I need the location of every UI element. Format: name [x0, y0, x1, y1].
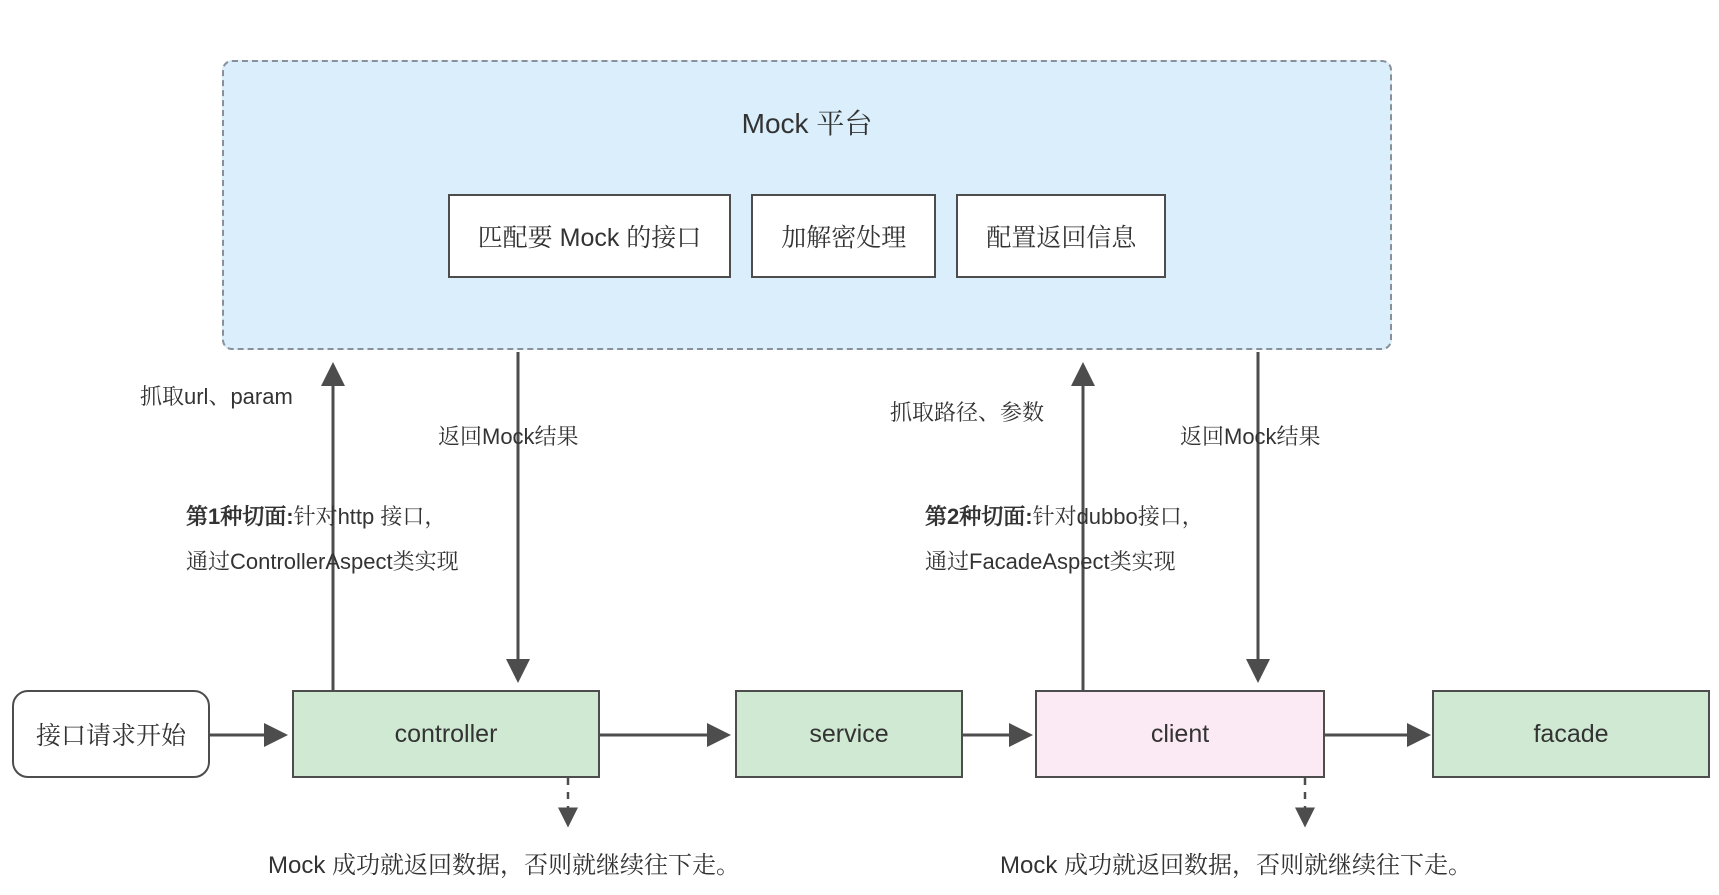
aspect-note-1-title	[186, 500, 459, 533]
feature-box-configure-response[interactable]: 配置返回信息	[956, 194, 1166, 278]
edge-label-capture-http: 抓取url、param	[140, 384, 293, 409]
mock-platform-container	[222, 60, 1392, 350]
aspect-note-1-subtitle: 通过ControllerAspect类实现	[186, 549, 459, 574]
aspect-note-2-rest: 针对dubbo接口，	[1032, 504, 1204, 529]
node-request-start[interactable]: 接口请求开始	[12, 690, 210, 778]
aspect-note-2-subtitle: 通过FacadeAspect类实现	[925, 549, 1176, 574]
node-client[interactable]: client	[1035, 690, 1325, 778]
edge-label-capture-dubbo: 抓取路径、参数	[890, 400, 1045, 425]
node-service[interactable]: service	[735, 690, 963, 778]
feature-box-match-interface[interactable]: 匹配要 Mock 的接口	[448, 194, 732, 278]
edge-label-return-mock-1: 返回Mock结果	[438, 424, 579, 449]
aspect-note-2-title	[925, 500, 1204, 533]
aspect-note-2	[925, 500, 1204, 578]
edge-label-return-mock-2: 返回Mock结果	[1180, 424, 1321, 449]
feature-box-encryption[interactable]: 加解密处理	[751, 194, 936, 278]
caption-controller-mock: Mock 成功就返回数据，否则就继续往下走。	[268, 852, 741, 879]
node-facade[interactable]: facade	[1432, 690, 1710, 778]
mock-platform-title: Mock 平台	[741, 108, 873, 139]
mock-platform-features	[224, 194, 1390, 278]
aspect-note-2-bold: 第2种切面:	[925, 504, 1033, 529]
aspect-note-1-rest: 针对http 接口，	[293, 504, 447, 529]
caption-client-mock: Mock 成功就返回数据，否则就继续往下走。	[1000, 852, 1473, 879]
aspect-note-1-bold: 第1种切面:	[186, 504, 294, 529]
node-controller[interactable]: controller	[292, 690, 600, 778]
aspect-note-1	[186, 500, 459, 578]
